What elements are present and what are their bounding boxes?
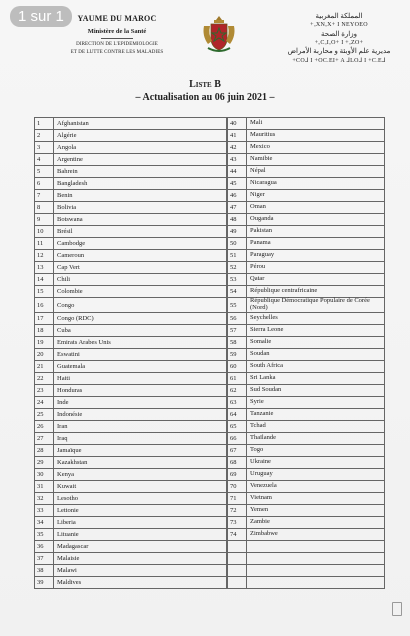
country-name: Thaïlande [247,433,385,445]
row-number: 69 [228,469,247,481]
row-number: 4 [35,154,54,166]
country-name: Eswatini [54,349,227,361]
ministry-header-french [52,14,182,56]
table-row [228,274,385,286]
directorate-tifinagh: +CO⅃ I +OC.EI+ A ⅃LO⅃ I +C.E⅃ [292,57,386,64]
list-subtitle: – Actualisation au 06 juin 2021 – [135,92,275,103]
table-row [35,445,227,457]
table-row [228,262,385,274]
country-name: Iraq [54,433,227,445]
country-name: Tanzanie [247,409,385,421]
table-row [228,142,385,154]
table-row [35,517,227,529]
row-number: 33 [35,505,54,517]
table-row [35,226,227,238]
row-number: 3 [35,142,54,154]
table-row [35,529,227,541]
row-number: 50 [228,238,247,250]
row-number: 55 [228,298,247,313]
table-row [35,298,227,313]
page-indicator: 1 sur 1 [10,6,72,27]
row-number: 64 [228,409,247,421]
table-row [35,541,227,553]
country-name: Benin [54,190,227,202]
row-number: 43 [228,154,247,166]
country-name: Niger [247,190,385,202]
table-row [35,178,227,190]
country-table-left [34,117,227,589]
country-name: Algérie [54,130,227,142]
country-name: Colombie [54,286,227,298]
row-number: 48 [228,214,247,226]
row-number: 56 [228,313,247,325]
table-row [228,421,385,433]
list-title: Liste B [189,79,221,90]
table-row [35,385,227,397]
row-number: 41 [228,130,247,142]
country-name: Jamaïque [54,445,227,457]
table-row [228,286,385,298]
country-name: Venezuela [247,481,385,493]
country-name: Mali [247,118,385,130]
row-number: 29 [35,457,54,469]
country-name: Namibie [247,154,385,166]
row-number: 35 [35,529,54,541]
row-number: 16 [35,298,54,313]
directorate-line-2: ET DE LUTTE CONTRE LES MALADIES [70,50,164,56]
table-row [35,154,227,166]
country-name: Togo [247,445,385,457]
country-name: Haiti [54,373,227,385]
country-name: Lesotho [54,493,227,505]
row-number [228,577,247,589]
row-number: 28 [35,445,54,457]
country-name: Honduras [54,385,227,397]
table-row [228,325,385,337]
table-row [228,493,385,505]
table-row [228,190,385,202]
table-row [228,565,385,577]
row-number: 34 [35,517,54,529]
country-name: Cap Vert [54,262,227,274]
country-name: Lettonie [54,505,227,517]
country-name: Zambie [247,517,385,529]
country-name: Seychelles [247,313,385,325]
country-name: Pérou [247,262,385,274]
country-name: Soudan [247,349,385,361]
country-name [247,541,385,553]
country-name: Angola [54,142,227,154]
ministry-header-arabic [274,12,404,65]
row-number: 23 [35,385,54,397]
country-name: Sri Lanka [247,373,385,385]
country-name: Mauritius [247,130,385,142]
table-row [228,154,385,166]
row-number: 54 [228,286,247,298]
table-row [228,118,385,130]
table-row [228,481,385,493]
ministry-name-tifinagh: +ₒCₒIₒO+ I +ₒZO+ [314,39,364,46]
country-name: Panama [247,238,385,250]
country-name: Bahrein [54,166,227,178]
country-name: Madagascar [54,541,227,553]
row-number: 63 [228,397,247,409]
table-row [228,202,385,214]
row-number: 58 [228,337,247,349]
row-number: 6 [35,178,54,190]
country-name: Népal [247,166,385,178]
table-row [35,118,227,130]
country-name: Vietnam [247,493,385,505]
row-number: 14 [35,274,54,286]
ministry-name-arabic: وزارة الصحة [321,29,357,38]
row-number: 66 [228,433,247,445]
table-row [228,385,385,397]
row-number: 61 [228,373,247,385]
country-name: Bolivia [54,202,227,214]
country-name: Paraguay [247,250,385,262]
row-number: 73 [228,517,247,529]
row-number: 7 [35,190,54,202]
table-row [228,298,385,313]
country-name: Indonésie [54,409,227,421]
kingdom-name: YAUME DU MAROC [77,14,157,23]
ministry-name: Ministère de la Santé [87,27,147,35]
row-number: 72 [228,505,247,517]
row-number: 51 [228,250,247,262]
row-number: 31 [35,481,54,493]
row-number: 45 [228,178,247,190]
country-name: Sierra Leone [247,325,385,337]
table-row [35,166,227,178]
table-row [35,481,227,493]
country-name: Argentine [54,154,227,166]
country-name: Pakistan [247,226,385,238]
row-number: 18 [35,325,54,337]
table-row [35,349,227,361]
row-number: 5 [35,166,54,178]
country-name: Somalie [247,337,385,349]
country-name: Cambodge [54,238,227,250]
row-number: 53 [228,274,247,286]
table-row [228,457,385,469]
row-number: 37 [35,553,54,565]
row-number [228,553,247,565]
row-number: 60 [228,361,247,373]
row-number [228,541,247,553]
country-name: Bangladesh [54,178,227,190]
moroccan-coat-of-arms-icon [200,14,238,54]
country-name: Sud Soudan [247,385,385,397]
table-row [35,433,227,445]
table-row [228,397,385,409]
country-name: Qatar [247,274,385,286]
row-number: 65 [228,421,247,433]
country-name: Lituanie [54,529,227,541]
row-number: 67 [228,445,247,457]
row-number: 25 [35,409,54,421]
table-row [35,313,227,325]
country-name: Oman [247,202,385,214]
table-row [35,373,227,385]
table-row [228,445,385,457]
row-number: 27 [35,433,54,445]
table-row [35,325,227,337]
row-number: 19 [35,337,54,349]
table-row [35,577,227,589]
row-number: 42 [228,142,247,154]
row-number: 9 [35,214,54,226]
country-name: Maldives [54,577,227,589]
country-name: Kuwait [54,481,227,493]
table-row [35,130,227,142]
row-number: 71 [228,493,247,505]
country-name: Guatemala [54,361,227,373]
row-number: 46 [228,190,247,202]
row-number: 1 [35,118,54,130]
table-row [35,505,227,517]
table-row [35,286,227,298]
country-name: Botswana [54,214,227,226]
row-number: 21 [35,361,54,373]
country-name: Malawi [54,565,227,577]
row-number: 47 [228,202,247,214]
table-row [35,469,227,481]
row-number: 15 [35,286,54,298]
table-row [228,433,385,445]
table-row [228,373,385,385]
row-number: 52 [228,262,247,274]
country-name: République centrafricaine [247,286,385,298]
table-row [228,529,385,541]
country-name: Congo (RDC) [54,313,227,325]
country-name: Ouganda [247,214,385,226]
header-divider [101,38,133,39]
row-number: 26 [35,421,54,433]
table-row [35,565,227,577]
table-row [228,178,385,190]
table-row [35,397,227,409]
table-row [35,238,227,250]
country-name: Tchad [247,421,385,433]
table-row [228,505,385,517]
country-name: Afghanistan [54,118,227,130]
country-name: Kenya [54,469,227,481]
table-row [35,457,227,469]
table-row [35,202,227,214]
table-row [35,262,227,274]
country-name: Emirats Arabes Unis [54,337,227,349]
country-name: République Démocratique Populaire de Corée (Nord) [247,298,385,313]
table-row [228,541,385,553]
table-row [228,469,385,481]
table-row [228,337,385,349]
table-row [228,238,385,250]
country-name: Brésil [54,226,227,238]
table-row [228,214,385,226]
row-number: 17 [35,313,54,325]
table-row [228,361,385,373]
country-name: Liberia [54,517,227,529]
row-number: 8 [35,202,54,214]
table-row [228,553,385,565]
row-number: 74 [228,529,247,541]
country-name: Cuba [54,325,227,337]
table-row [35,214,227,226]
country-name: Kazakhstan [54,457,227,469]
row-number: 68 [228,457,247,469]
table-row [228,517,385,529]
row-number: 70 [228,481,247,493]
country-table-right [227,117,385,589]
table-row [228,130,385,142]
table-row [35,274,227,286]
row-number: 10 [35,226,54,238]
row-number: 30 [35,469,54,481]
row-number: 22 [35,373,54,385]
kingdom-name-tifinagh: +ₒXNₒX+ I NEYOEO [310,22,368,29]
table-row [228,349,385,361]
row-number: 38 [35,565,54,577]
country-name: Zimbabwe [247,529,385,541]
row-number: 62 [228,385,247,397]
row-number: 2 [35,130,54,142]
row-number: 20 [35,349,54,361]
country-name: Inde [54,397,227,409]
table-row [228,409,385,421]
country-name [247,565,385,577]
country-name: South Africa [247,361,385,373]
country-name [247,553,385,565]
table-row [35,493,227,505]
row-number: 49 [228,226,247,238]
row-number: 36 [35,541,54,553]
country-name: Syrie [247,397,385,409]
table-row [228,166,385,178]
row-number: 57 [228,325,247,337]
table-row [35,421,227,433]
table-row [228,226,385,238]
table-row [35,409,227,421]
directorate-arabic: مديرية علم الأوبئة و محاربة الأمراض [287,47,391,56]
country-name: Uruguay [247,469,385,481]
row-number [228,565,247,577]
table-row [35,361,227,373]
kingdom-name-arabic: المملكة المغربية [315,12,363,20]
document-icon [392,602,402,616]
table-row [35,142,227,154]
country-name: Chili [54,274,227,286]
row-number: 39 [35,577,54,589]
country-name: Ukraine [247,457,385,469]
country-name: Mexico [247,142,385,154]
directorate-line-1: DIRECTION DE L'EPIDEMIOLOGIE [76,42,158,48]
row-number: 44 [228,166,247,178]
country-name: Nicaragua [247,178,385,190]
country-name [247,577,385,589]
row-number: 24 [35,397,54,409]
country-name: Iran [54,421,227,433]
country-name: Congo [54,298,227,313]
country-name: Yemen [247,505,385,517]
row-number: 59 [228,349,247,361]
row-number: 11 [35,238,54,250]
table-row [35,250,227,262]
table-row [228,250,385,262]
row-number: 13 [35,262,54,274]
row-number: 40 [228,118,247,130]
table-row [35,337,227,349]
row-number: 12 [35,250,54,262]
country-name: Cameroun [54,250,227,262]
table-row [35,190,227,202]
table-row [35,553,227,565]
table-row [228,313,385,325]
country-name: Malaisie [54,553,227,565]
row-number: 32 [35,493,54,505]
table-row [228,577,385,589]
